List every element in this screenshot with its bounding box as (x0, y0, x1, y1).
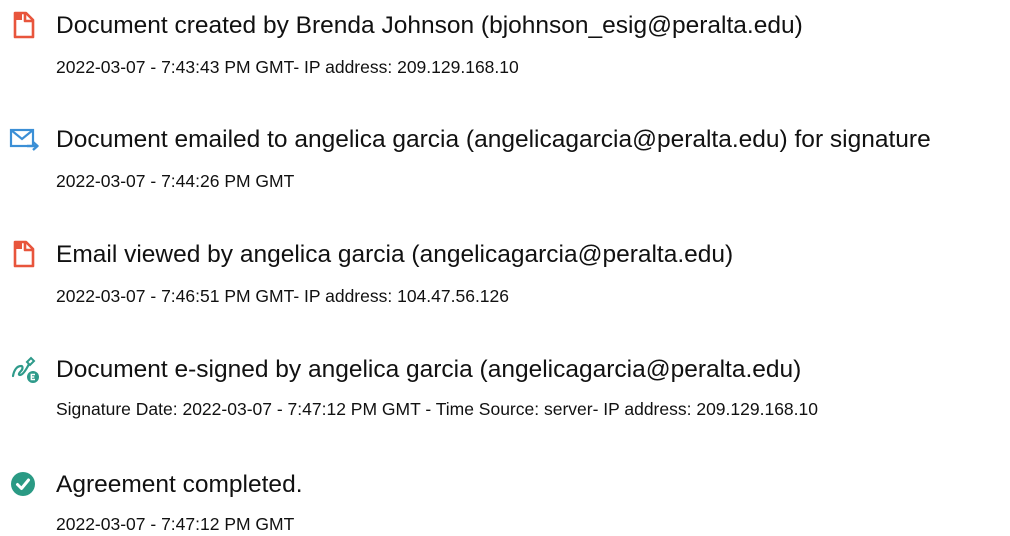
event-title: Document e-signed by angelica garcia (angelicagarcia@peralta.edu) (56, 356, 802, 383)
event-title: Email viewed by angelica garcia (angelicagarcia@peralta.edu) (56, 241, 734, 268)
checkmark-circle-icon (9, 469, 39, 499)
e-signature-icon (9, 354, 39, 384)
event-meta: 2022-03-07 - 7:46:51 PM GMT- IP address: 104.47.56.126 (56, 286, 510, 306)
event-meta: 2022-03-07 - 7:43:43 PM GMT- IP address: 209.129.168.10 (56, 57, 519, 77)
event-title: Document emailed to angelica garcia (angelicagarcia@peralta.edu) for signature (56, 126, 931, 153)
event-meta: Signature Date: 2022-03-07 - 7:47:12 PM GMT - Time Source: server- IP address: 209.129.168.10 (56, 399, 818, 419)
event-meta: 2022-03-07 - 7:44:26 PM GMT (56, 171, 295, 191)
event-meta: 2022-03-07 - 7:47:12 PM GMT (56, 514, 295, 534)
email-sent-icon (9, 124, 39, 154)
event-title: Document created by Brenda Johnson (bjohnson_esig@peralta.edu) (56, 12, 803, 39)
event-title: Agreement completed. (56, 471, 303, 498)
document-viewed-icon (9, 239, 39, 269)
document-created-icon (9, 10, 39, 40)
